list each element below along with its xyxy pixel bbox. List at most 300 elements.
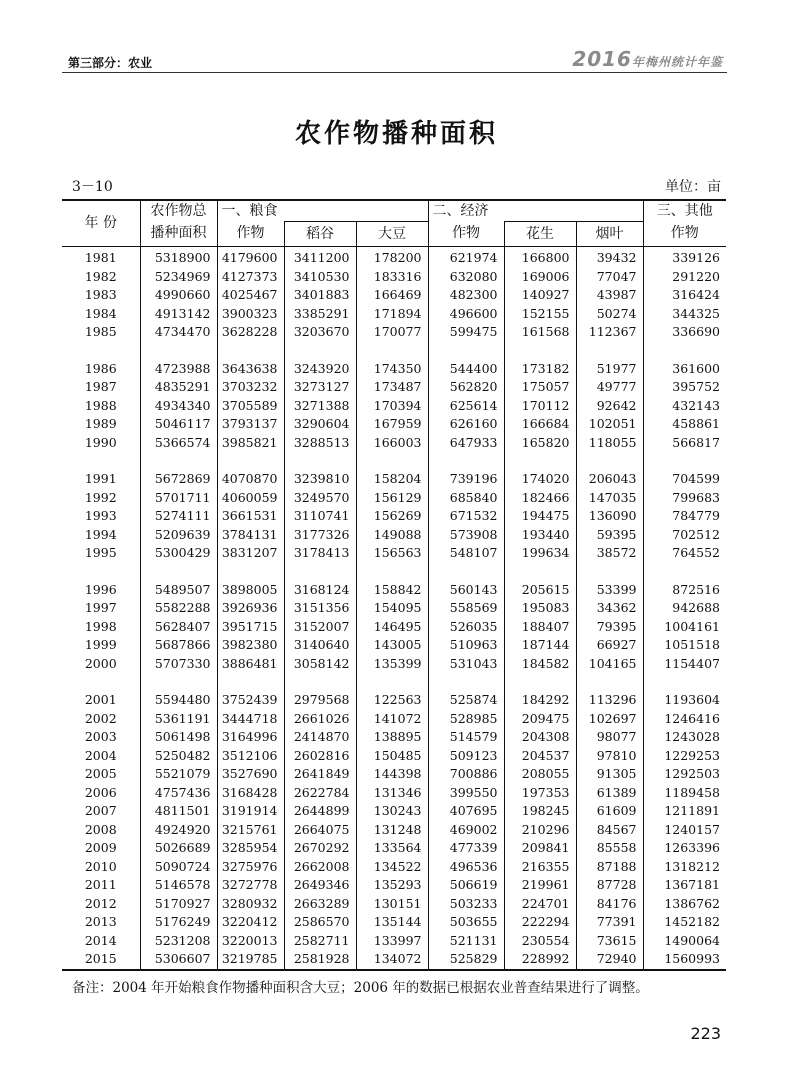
value-cell: 1560993 (643, 950, 726, 970)
value-cell: 102051 (576, 415, 643, 434)
value-cell: 4757436 (140, 784, 217, 803)
year-cell: 2007 (84, 803, 117, 818)
value-cell: 135399 (356, 655, 428, 674)
value-cell: 3982380 (217, 636, 284, 655)
value-cell: 482300 (428, 286, 504, 305)
table-row (62, 286, 726, 305)
value-cell: 3272778 (217, 876, 284, 895)
value-cell: 3784131 (217, 526, 284, 545)
value-cell: 140927 (504, 286, 576, 305)
value-cell: 195083 (504, 599, 576, 618)
value-cell: 558569 (428, 599, 504, 618)
value-cell: 5146578 (140, 876, 217, 895)
value-cell: 3752439 (217, 691, 284, 710)
value-cell: 4990660 (140, 286, 217, 305)
value-cell: 133997 (356, 932, 428, 951)
value-cell: 525829 (428, 950, 504, 970)
value-cell: 66927 (576, 636, 643, 655)
year-cell: 1985 (84, 324, 117, 339)
year-cell: 1996 (84, 581, 117, 597)
col-econ-line1: 二、经济 (428, 200, 504, 222)
value-cell: 336690 (643, 323, 726, 342)
value-cell: 2662008 (284, 858, 356, 877)
value-cell: 161568 (504, 323, 576, 342)
value-cell: 118055 (576, 434, 643, 453)
value-cell: 3215761 (217, 821, 284, 840)
value-cell: 1386762 (643, 895, 726, 914)
value-cell: 3239810 (284, 470, 356, 489)
table-row (62, 710, 726, 729)
value-cell: 156563 (356, 544, 428, 563)
value-cell: 4723988 (140, 360, 217, 379)
value-cell: 3191914 (217, 802, 284, 821)
value-cell: 3164996 (217, 728, 284, 747)
value-cell: 39432 (576, 247, 643, 268)
yearbook-name: 年梅州统计年鉴 (631, 55, 723, 69)
value-cell: 5521079 (140, 765, 217, 784)
value-cell: 134072 (356, 950, 428, 970)
value-cell: 169006 (504, 268, 576, 287)
value-cell: 5170927 (140, 895, 217, 914)
value-cell: 53399 (576, 581, 643, 600)
page-number: 223 (690, 1024, 721, 1043)
value-cell: 87728 (576, 876, 643, 895)
value-cell: 149088 (356, 526, 428, 545)
value-cell: 544400 (428, 360, 504, 379)
value-cell: 626160 (428, 415, 504, 434)
value-cell: 59395 (576, 526, 643, 545)
value-cell: 209475 (504, 710, 576, 729)
value-cell: 49777 (576, 378, 643, 397)
value-cell: 2979568 (284, 691, 356, 710)
value-cell: 2586570 (284, 913, 356, 932)
year-cell: 2009 (84, 840, 117, 855)
value-cell: 3220013 (217, 932, 284, 951)
value-cell: 98077 (576, 728, 643, 747)
value-cell: 3703232 (217, 378, 284, 397)
value-cell: 72940 (576, 950, 643, 970)
value-cell: 193440 (504, 526, 576, 545)
value-cell: 204537 (504, 747, 576, 766)
value-cell: 1452182 (643, 913, 726, 932)
value-cell: 2649346 (284, 876, 356, 895)
value-cell: 3401883 (284, 286, 356, 305)
table-row (62, 839, 726, 858)
value-cell: 1367181 (643, 876, 726, 895)
year-cell: 1997 (84, 600, 117, 615)
value-cell: 573908 (428, 526, 504, 545)
value-cell: 3985821 (217, 434, 284, 453)
value-cell: 4127373 (217, 268, 284, 287)
table-row (62, 489, 726, 508)
col-soybean: 大豆 (356, 222, 428, 247)
value-cell: 496536 (428, 858, 504, 877)
table-row (62, 784, 726, 803)
value-cell: 5061498 (140, 728, 217, 747)
value-cell: 152155 (504, 305, 576, 324)
value-cell: 704599 (643, 470, 726, 489)
value-cell: 113296 (576, 691, 643, 710)
year-cell: 1986 (84, 360, 117, 376)
value-cell: 3831207 (217, 544, 284, 563)
value-cell: 3178413 (284, 544, 356, 563)
value-cell: 197353 (504, 784, 576, 803)
value-cell: 531043 (428, 655, 504, 674)
value-cell: 112367 (576, 323, 643, 342)
value-cell: 174020 (504, 470, 576, 489)
table-row (62, 618, 726, 637)
value-cell: 3643638 (217, 360, 284, 379)
year-cell: 2003 (84, 729, 117, 744)
value-cell: 560143 (428, 581, 504, 600)
table-row (62, 378, 726, 397)
year-cell: 2004 (84, 747, 117, 763)
value-cell: 138895 (356, 728, 428, 747)
year-cell: 2015 (62, 950, 140, 970)
value-cell: 5318900 (140, 247, 217, 268)
year-cell: 1988 (84, 397, 117, 413)
value-cell: 79395 (576, 618, 643, 637)
value-cell: 3290604 (284, 415, 356, 434)
value-cell: 154095 (356, 599, 428, 618)
value-cell: 5582288 (140, 599, 217, 618)
value-cell: 291220 (643, 268, 726, 287)
value-cell: 3168124 (284, 581, 356, 600)
value-cell: 77391 (576, 913, 643, 932)
value-cell: 5361191 (140, 710, 217, 729)
value-cell: 77047 (576, 268, 643, 287)
value-cell: 671532 (428, 507, 504, 526)
value-cell: 514579 (428, 728, 504, 747)
value-cell: 1490064 (643, 932, 726, 951)
table-row (62, 305, 726, 324)
value-cell: 156129 (356, 489, 428, 508)
value-cell: 1292503 (643, 765, 726, 784)
table-row (62, 895, 726, 914)
table-row (62, 691, 726, 710)
value-cell: 477339 (428, 839, 504, 858)
value-cell: 206043 (576, 470, 643, 489)
value-cell: 361600 (643, 360, 726, 379)
year-cell: 1981 (84, 250, 117, 265)
year-cell: 1999 (84, 637, 117, 652)
value-cell: 525874 (428, 691, 504, 710)
value-cell: 2661026 (284, 710, 356, 729)
year-cell: 1995 (84, 545, 117, 560)
value-cell: 1246416 (643, 710, 726, 729)
value-cell: 5707330 (140, 655, 217, 674)
value-cell: 166800 (504, 247, 576, 268)
value-cell: 3249570 (284, 489, 356, 508)
footnote: 备注：2004 年开始粮食作物播种面积含大豆；2006 年的数据已根据农业普查结果进行了调整。 (72, 980, 649, 996)
year-cell: 1998 (84, 618, 117, 634)
table-row (62, 876, 726, 895)
year-cell: 1992 (84, 489, 117, 505)
value-cell: 316424 (643, 286, 726, 305)
table-row (62, 360, 726, 379)
value-cell: 5628407 (140, 618, 217, 637)
table-row (62, 323, 726, 342)
table-row (62, 415, 726, 434)
table-row (62, 821, 726, 840)
value-cell: 150485 (356, 747, 428, 766)
year-cell: 2006 (84, 784, 117, 800)
value-cell: 3219785 (217, 950, 284, 970)
value-cell: 204308 (504, 728, 576, 747)
table-row (62, 581, 726, 600)
table-row (62, 507, 726, 526)
year-cell: 1991 (84, 471, 117, 486)
header-rule (62, 72, 727, 73)
value-cell: 3140640 (284, 636, 356, 655)
value-cell: 4924920 (140, 821, 217, 840)
value-cell: 51977 (576, 360, 643, 379)
value-cell: 5250482 (140, 747, 217, 766)
year-cell: 1982 (84, 268, 117, 284)
value-cell: 182466 (504, 489, 576, 508)
table-row (62, 544, 726, 563)
group-spacer (62, 452, 726, 470)
year-cell: 2010 (84, 858, 117, 874)
value-cell: 34362 (576, 599, 643, 618)
value-cell: 1004161 (643, 618, 726, 637)
value-cell: 147035 (576, 489, 643, 508)
value-cell: 432143 (643, 397, 726, 416)
value-cell: 133564 (356, 839, 428, 858)
value-cell: 131248 (356, 821, 428, 840)
value-cell: 158204 (356, 470, 428, 489)
table-row (62, 950, 726, 970)
value-cell: 503655 (428, 913, 504, 932)
table-row (62, 526, 726, 545)
value-cell: 3951715 (217, 618, 284, 637)
table-row (62, 434, 726, 453)
yearbook-header (572, 47, 723, 71)
value-cell: 1154407 (643, 655, 726, 674)
group-spacer (62, 673, 726, 691)
value-cell: 2622784 (284, 784, 356, 803)
value-cell: 3512106 (217, 747, 284, 766)
col-econ-line2: 作物 (428, 222, 504, 247)
group-spacer (62, 563, 726, 581)
value-cell: 2581928 (284, 950, 356, 970)
value-cell: 503233 (428, 895, 504, 914)
unit-label: 单位：亩 (665, 179, 721, 195)
value-cell: 187144 (504, 636, 576, 655)
value-cell: 4811501 (140, 802, 217, 821)
value-cell: 5234969 (140, 268, 217, 287)
value-cell: 1051518 (643, 636, 726, 655)
value-cell: 5090724 (140, 858, 217, 877)
year-cell: 2012 (84, 895, 117, 911)
value-cell: 174350 (356, 360, 428, 379)
year-cell: 2002 (84, 710, 117, 726)
value-cell: 222294 (504, 913, 576, 932)
value-cell: 3152007 (284, 618, 356, 637)
value-cell: 194475 (504, 507, 576, 526)
value-cell: 1318212 (643, 858, 726, 877)
value-cell: 3243920 (284, 360, 356, 379)
year-cell: 1987 (84, 379, 117, 394)
value-cell: 509123 (428, 747, 504, 766)
value-cell: 3151356 (284, 599, 356, 618)
value-cell: 61609 (576, 802, 643, 821)
table-row (62, 728, 726, 747)
value-cell: 700886 (428, 765, 504, 784)
value-cell: 1189458 (643, 784, 726, 803)
value-cell: 647933 (428, 434, 504, 453)
value-cell: 216355 (504, 858, 576, 877)
table-row (62, 655, 726, 674)
value-cell: 344325 (643, 305, 726, 324)
value-cell: 38572 (576, 544, 643, 563)
value-cell: 209841 (504, 839, 576, 858)
value-cell: 5209639 (140, 526, 217, 545)
value-cell: 2414870 (284, 728, 356, 747)
value-cell: 2644899 (284, 802, 356, 821)
value-cell: 173182 (504, 360, 576, 379)
value-cell: 144398 (356, 765, 428, 784)
value-cell: 166003 (356, 434, 428, 453)
value-cell: 5366574 (140, 434, 217, 453)
value-cell: 5046117 (140, 415, 217, 434)
value-cell: 562820 (428, 378, 504, 397)
value-cell: 4070870 (217, 470, 284, 489)
value-cell: 3058142 (284, 655, 356, 674)
year-cell: 2011 (84, 877, 117, 892)
value-cell: 739196 (428, 470, 504, 489)
value-cell: 566817 (643, 434, 726, 453)
value-cell: 526035 (428, 618, 504, 637)
value-cell: 3410530 (284, 268, 356, 287)
grain-subheader-space (284, 200, 428, 222)
section-header: 第三部分：农业 (68, 56, 153, 70)
value-cell: 130151 (356, 895, 428, 914)
table-row (62, 397, 726, 416)
value-cell: 3275976 (217, 858, 284, 877)
value-cell: 942688 (643, 599, 726, 618)
table-row (62, 470, 726, 489)
value-cell: 3898005 (217, 581, 284, 600)
year-cell: 1990 (84, 434, 117, 450)
year-cell: 1989 (84, 416, 117, 431)
value-cell: 97810 (576, 747, 643, 766)
value-cell: 134522 (356, 858, 428, 877)
value-cell: 2663289 (284, 895, 356, 914)
year-cell: 1984 (84, 305, 117, 321)
col-peanut: 花生 (504, 222, 576, 247)
value-cell: 230554 (504, 932, 576, 951)
value-cell: 3168428 (217, 784, 284, 803)
value-cell: 170112 (504, 397, 576, 416)
value-cell: 85558 (576, 839, 643, 858)
value-cell: 3273127 (284, 378, 356, 397)
year-cell: 1983 (84, 287, 117, 302)
value-cell: 175057 (504, 378, 576, 397)
value-cell: 141072 (356, 710, 428, 729)
col-grain-line2: 作物 (217, 222, 284, 247)
value-cell: 625614 (428, 397, 504, 416)
table-row (62, 765, 726, 784)
value-cell: 5489507 (140, 581, 217, 600)
value-cell: 131346 (356, 784, 428, 803)
value-cell: 5306607 (140, 950, 217, 970)
value-cell: 61389 (576, 784, 643, 803)
value-cell: 146495 (356, 618, 428, 637)
col-tobacco: 烟叶 (576, 222, 643, 247)
value-cell: 702512 (643, 526, 726, 545)
value-cell: 407695 (428, 802, 504, 821)
value-cell: 1193604 (643, 691, 726, 710)
value-cell: 5231208 (140, 932, 217, 951)
value-cell: 198245 (504, 802, 576, 821)
value-cell: 84176 (576, 895, 643, 914)
value-cell: 5672869 (140, 470, 217, 489)
col-rice: 稻谷 (284, 222, 356, 247)
value-cell: 458861 (643, 415, 726, 434)
value-cell: 3444718 (217, 710, 284, 729)
year-cell: 2000 (84, 655, 117, 671)
value-cell: 632080 (428, 268, 504, 287)
value-cell: 167959 (356, 415, 428, 434)
value-cell: 199634 (504, 544, 576, 563)
table-body (62, 247, 726, 970)
value-cell: 3793137 (217, 415, 284, 434)
value-cell: 3288513 (284, 434, 356, 453)
value-cell: 1211891 (643, 802, 726, 821)
value-cell: 4934340 (140, 397, 217, 416)
value-cell: 4734470 (140, 323, 217, 342)
table-row (62, 599, 726, 618)
value-cell: 2664075 (284, 821, 356, 840)
col-other-line2: 作物 (643, 222, 726, 247)
value-cell: 165820 (504, 434, 576, 453)
table-row (62, 913, 726, 932)
value-cell: 184582 (504, 655, 576, 674)
table-row (62, 268, 726, 287)
value-cell: 764552 (643, 544, 726, 563)
value-cell: 184292 (504, 691, 576, 710)
value-cell: 170394 (356, 397, 428, 416)
value-cell: 510963 (428, 636, 504, 655)
sown-area-table (62, 199, 726, 971)
value-cell: 3527690 (217, 765, 284, 784)
value-cell: 135293 (356, 876, 428, 895)
value-cell: 135144 (356, 913, 428, 932)
value-cell: 43987 (576, 286, 643, 305)
table-row (62, 247, 726, 268)
value-cell: 205615 (504, 581, 576, 600)
table-row (62, 747, 726, 766)
value-cell: 3886481 (217, 655, 284, 674)
year-cell: 2008 (84, 821, 117, 837)
value-cell: 3203670 (284, 323, 356, 342)
value-cell: 170077 (356, 323, 428, 342)
group-spacer (62, 342, 726, 360)
value-cell: 1240157 (643, 821, 726, 840)
value-cell: 183316 (356, 268, 428, 287)
col-total-line2: 播种面积 (140, 222, 217, 247)
value-cell: 3385291 (284, 305, 356, 324)
value-cell: 521131 (428, 932, 504, 951)
value-cell: 158842 (356, 581, 428, 600)
value-cell: 548107 (428, 544, 504, 563)
value-cell: 73615 (576, 932, 643, 951)
value-cell: 339126 (643, 247, 726, 268)
col-year: 年 份 (62, 200, 140, 247)
value-cell: 5594480 (140, 691, 217, 710)
value-cell: 84567 (576, 821, 643, 840)
